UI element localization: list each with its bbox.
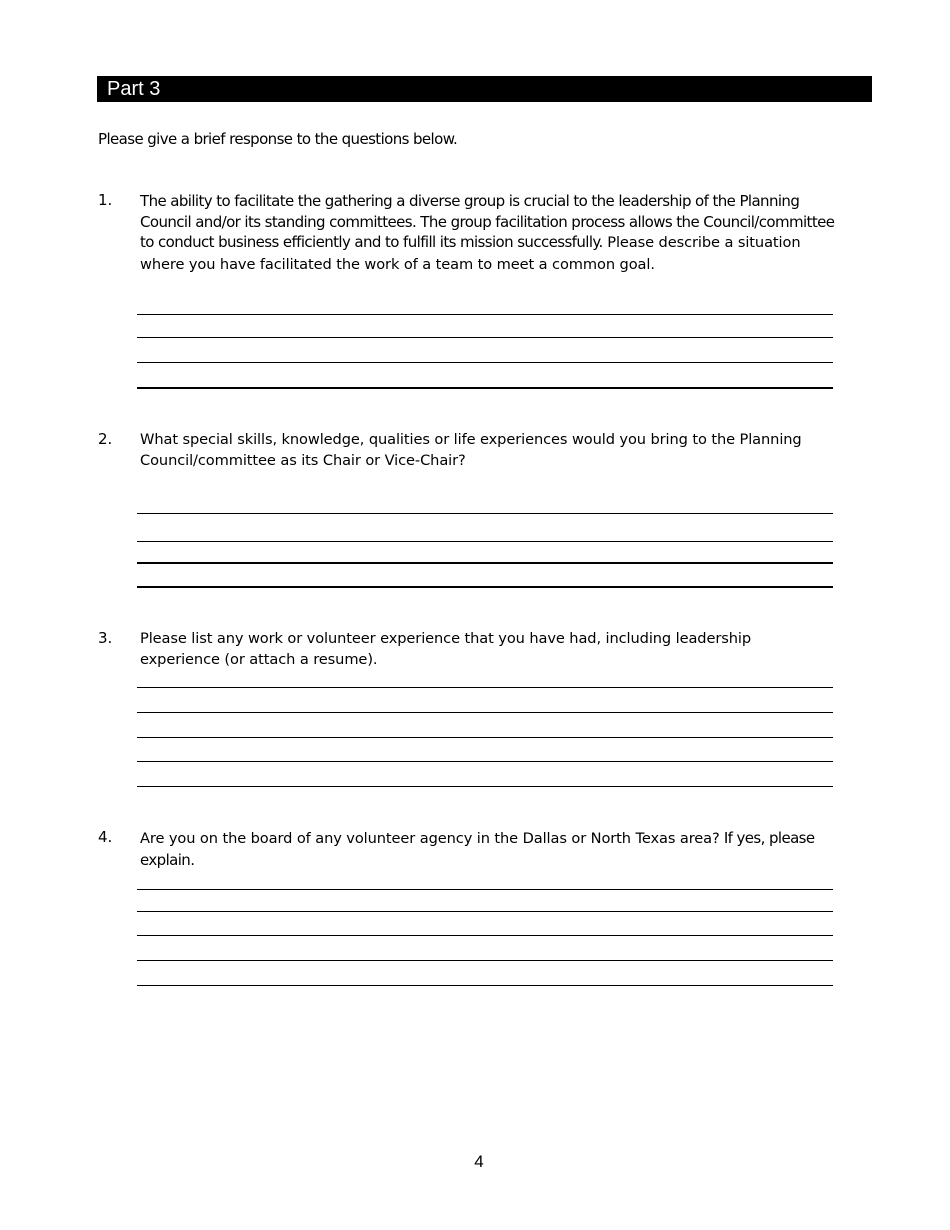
page-number: 4 [474,1152,484,1171]
question-4-text [140,828,835,870]
question-4-answer-line[interactable] [137,935,833,936]
question-3-text: Please list any work or volunteer experience that you have had, including leadership experience (or attach a resume). [140,630,752,668]
question-1-answer-line[interactable] [137,362,833,363]
question-3-answer-line[interactable] [137,687,833,688]
instructions-text: Please give a brief response to the questions below. [98,130,458,148]
question-1-text-part-b: Please describe a situation where you have facilitated the work of a team to meet a common goal. [140,234,801,273]
question-1-answer-line[interactable] [137,387,833,389]
question-1-text [140,191,835,275]
question-3-answer-line[interactable] [137,786,833,787]
question-2-answer-line[interactable] [137,562,833,564]
question-2-answer-line[interactable] [137,586,833,588]
section-header: Part 3 [97,76,872,102]
question-2-number: 2. [98,430,113,448]
question-4-answer-line[interactable] [137,911,833,912]
question-4-answer-line[interactable] [137,960,833,961]
question-4-answer-line[interactable] [137,985,833,986]
question-1-answer-line[interactable] [137,337,833,338]
question-4-answer-line[interactable] [137,889,833,890]
question-3-answer-line[interactable] [137,737,833,738]
question-2-text: What special skills, knowledge, qualities or life experiences would you bring to the Planning Council/committee as its Chair or Vice-Chair? [140,431,802,469]
question-3-number: 3. [98,629,113,647]
question-1-text-part-a: The ability to facilitate the gathering a diverse group is crucial to the leadership of the Planning Council and/or its standing committees. The group facilitation process allows the Council/committee to conduct business efficiently and to fulfill its mission successfully. [140,192,835,251]
question-1-number: 1. [98,191,113,209]
question-4-text-part-b: If yes, please explain. [140,829,815,869]
question-4-text-part-a: Are you on the board of any volunteer agency in the Dallas or North Texas area? [140,830,720,847]
question-1-answer-line[interactable] [137,314,833,315]
question-3-answer-line[interactable] [137,761,833,762]
question-4-number: 4. [98,828,113,846]
question-3-answer-line[interactable] [137,712,833,713]
question-2-answer-line[interactable] [137,541,833,542]
question-2-answer-line[interactable] [137,513,833,514]
